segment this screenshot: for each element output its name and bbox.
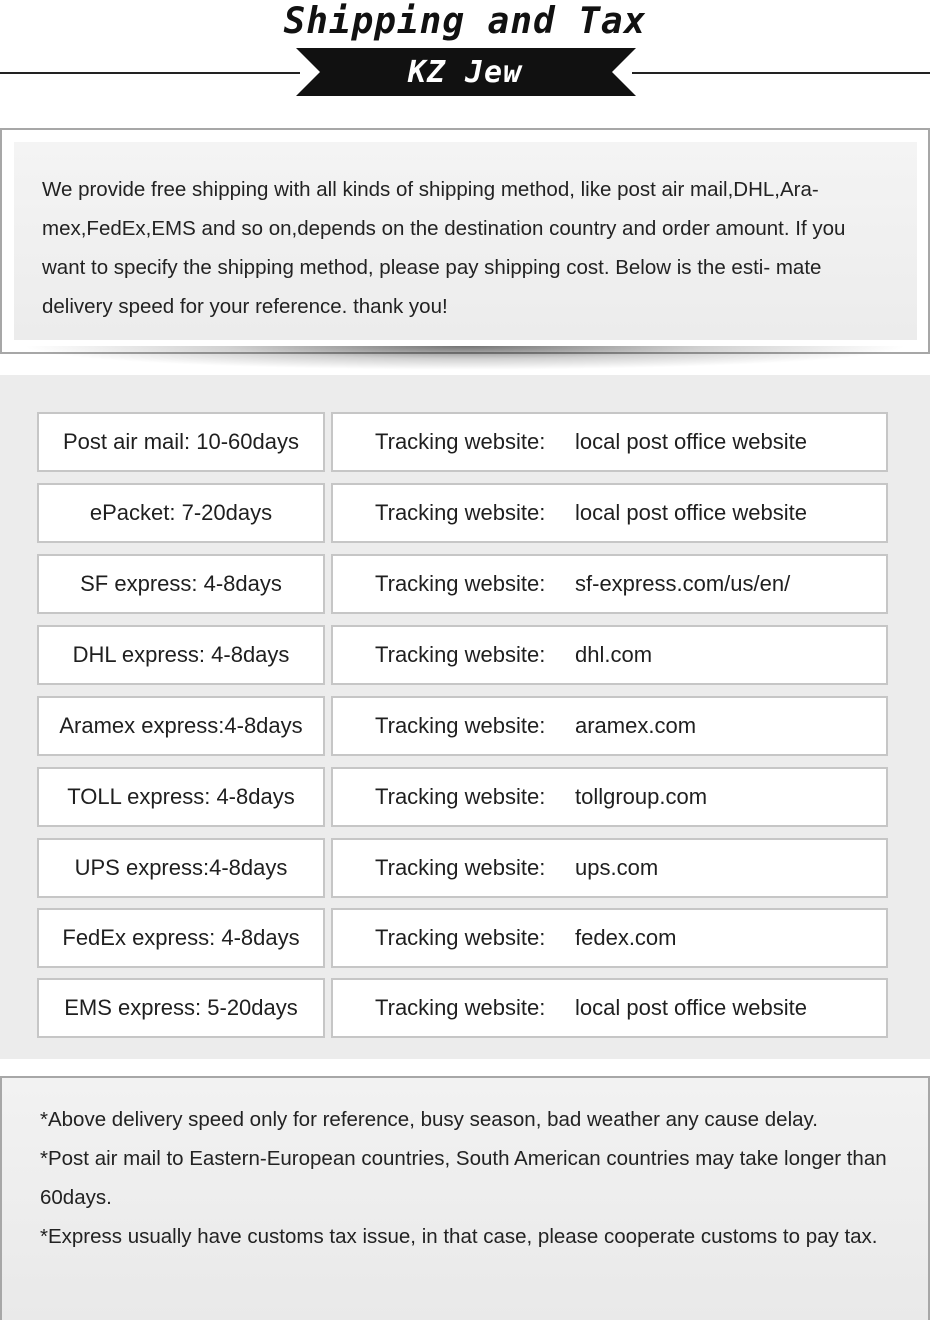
tracking-label: Tracking website:: [375, 713, 546, 738]
shipping-method-cell: ePacket: 7-20days: [37, 483, 325, 543]
tracking-cell: [331, 978, 888, 1038]
shipping-method-cell: TOLL express: 4-8days: [37, 767, 325, 827]
tracking-cell: [331, 696, 888, 756]
tracking-cell: [331, 483, 888, 543]
shipping-method-cell: EMS express: 5-20days: [37, 978, 325, 1038]
tracking-site: local post office website: [575, 995, 807, 1020]
brand-banner: KZ Jew: [407, 55, 523, 90]
tracking-label: Tracking website:: [375, 571, 546, 596]
tracking-cell: [331, 908, 888, 968]
tracking-cell: [331, 767, 888, 827]
shipping-table: [0, 375, 930, 1059]
tracking-label: Tracking website:: [375, 925, 546, 950]
tracking-site: fedex.com: [575, 925, 677, 950]
page-title: Shipping and Tax: [283, 1, 647, 42]
tracking-label: Tracking website:: [375, 429, 546, 454]
tracking-label: Tracking website:: [375, 500, 546, 525]
shipping-method-cell: Aramex express:4-8days: [37, 696, 325, 756]
tracking-site: tollgroup.com: [575, 784, 708, 809]
tracking-site: ups.com: [575, 855, 659, 880]
header-rule-right: [632, 72, 930, 74]
shipping-method-cell: FedEx express: 4-8days: [37, 908, 325, 968]
intro-box: [0, 128, 930, 354]
divider-shadow: [20, 346, 910, 370]
tracking-cell: [331, 554, 888, 614]
intro-panel: [14, 142, 917, 340]
shipping-method-cell: UPS express:4-8days: [37, 838, 325, 898]
tracking-site: aramex.com: [575, 713, 697, 738]
shipping-method-cell: SF express: 4-8days: [37, 554, 325, 614]
shipping-method-cell: Post air mail: 10-60days: [37, 412, 325, 472]
tracking-label: Tracking website:: [375, 642, 546, 667]
tracking-site: local post office website: [575, 500, 807, 525]
tracking-label: Tracking website:: [375, 995, 546, 1020]
tracking-site: sf-express.com/us/en/: [575, 571, 791, 596]
header-rule-left: [0, 72, 300, 74]
tracking-cell: [331, 412, 888, 472]
tracking-cell: [331, 625, 888, 685]
tracking-site: local post office website: [575, 429, 807, 454]
note-item: *Express usually have customs tax issue, in that case, please cooperate customs to pay tax.: [40, 1225, 878, 1248]
intro-text: We provide free shipping with all kinds of shipping method, like post air mail,DHL,Ara- mex,FedEx,EMS and so on,depends on the destination country and order amount. If you want to specify the shipping method, please pay shipping cost. Below is the esti- mate delivery speed for your reference. thank you!: [42, 178, 846, 318]
tracking-cell: [331, 838, 888, 898]
tracking-label: Tracking website:: [375, 784, 546, 809]
shipping-method-cell: DHL express: 4-8days: [37, 625, 325, 685]
notes-box: [0, 1076, 930, 1320]
tracking-label: Tracking website:: [375, 855, 546, 880]
note-item: *Above delivery speed only for reference, busy season, bad weather any cause delay.: [40, 1108, 818, 1131]
note-item: *Post air mail to Eastern-European countries, South American countries may take longer than 60days.: [40, 1147, 887, 1209]
tracking-site: dhl.com: [575, 642, 653, 667]
notes-list: [40, 1100, 900, 1256]
